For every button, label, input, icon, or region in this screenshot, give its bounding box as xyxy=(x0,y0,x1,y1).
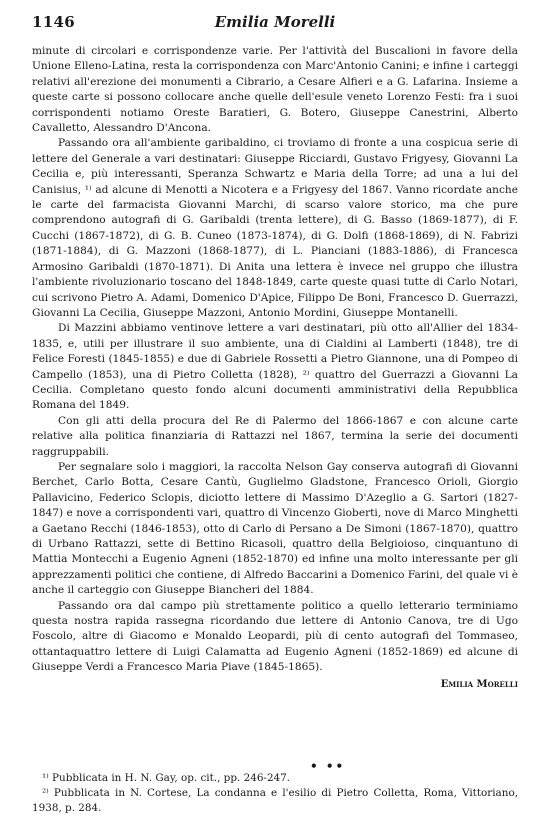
footnote: ²⁾ Pubblicata in N. Cortese, La condanna e l'esilio di Pietro Colletta, Roma, Vittoriano, 1938, p. 284. xyxy=(32,787,518,814)
footnotes xyxy=(32,771,518,816)
paragraph: Per segnalare solo i maggiori, la raccolta Nelson Gay conserva autografi di Giovanni Berchet, Carlo Botta, Cesare Cantù, Guglielmo Gladstone, Francesco Orioli, Giorgio Pallavicino, Federico Sclopis, diciotto lettere di Massimo D'Azeglio a G. Sartori (1827-1847) e nove a corrispondenti vari, quattro di Vincenzo Gioberti, nove di Marco Minghetti a Gaetano Recchi (1846-1853), otto di Carlo di Persano a De Simoni (1867-1870), quattro di Urbano Rattazzi, sette di Bettino Ricasoli, quattro della Belgioioso, cinquantuno di Mattia Montecchi a Eugenio Agneni (1852-1870) ed infine una molto interessante per gli apprezzamenti politici che contiene, di Alfredo Baccarini a Domenico Farini, del quale vi è anche il carteggio con Giuseppe Biancheri del 1884. xyxy=(32,460,518,597)
ornament: • •• xyxy=(310,759,346,773)
page-header xyxy=(32,13,518,35)
paragraph: Di Mazzini abbiamo ventinove lettere a vari destinatari, più otto all'Allier del 1834-1835, e, utili per illustrare il suo ambiente, una di Cialdini al Lamberti (1848), tre di Felice Foresti (1845-1855) e due di Gabriele Rossetti a Pietro Giannone, una di Pompeo di Campello (1853), una di Pietro Colletta (1828), ²⁾ quattro del Guerrazzi a Giovanni La Cecilia. Completano questo fondo alcuni documenti amministrativi della Repubblica Romana del 1849. xyxy=(32,322,518,412)
footnote: ¹⁾ Pubblicata in H. N. Gay, op. cit., pp. 246-247. xyxy=(42,772,291,784)
paragraph: Con gli atti della procura del Re di Palermo del 1866-1867 e con alcune carte relative alla politica finanziaria di Rattazzi nel 1867, termina la serie dei documenti raggruppabili. xyxy=(32,414,518,458)
author-signature: Emilia Morelli xyxy=(440,678,518,690)
paragraph: Passando ora all'ambiente garibaldino, ci troviamo di fronte a una cospicua serie di lettere del Generale a vari destinatari: Giuseppe Ricciardi, Gustavo Frigyesy, Giovanni La Cecilia e, più interessanti, Speranza Schwartz e Maria della Torre; ad una a lui del Canisius, ¹⁾ ad alcune di Menotti a Nicotera e a Frigyesy del 1867. Vanno ricordate anche le carte del farmacista Giovanni Marchi, di scarso valore storico, ma che pure comprendono autografi di G. Garibaldi (trenta lettere), di G. Basso (1869-1877), di F. Cucchi (1867-1872), di G. B. Cuneo (1873-1874), di G. Dolfi (1868-1869), di N. Fabrizi (1871-1884), di G. Mazzoni (1868-1877), di L. Pianciani (1883-1886), di Francesca Armosino Garibaldi (1870-1871). Di Anita una lettera è invece nel gruppo che illustra l'ambiente rivoluzionario toscano del 1848-1849, carte queste quasi tutte di Carlo Notari, cui scrivono Pietro A. Adami, Domenico D'Apice, Filippo De Boni, Francesco D. Guerrazzi, Giovanni La Cecilia, Giuseppe Mazzoni, Antonio Mordini, Giuseppe Montanelli. xyxy=(32,137,518,319)
paragraph: Passando ora dal campo più strettamente politico a quello letterario terminiamo questa nostra rapida rassegna ricordando due lettere di Antonio Canova, tre di Ugo Foscolo, altre di Giacomo e Monaldo Leopardi, più di cento autografi del Tommaseo, ottantaquattro lettere di Luigi Calamatta ad Eugenio Agneni (1852-1869) ed alcune di Giuseppe Verdi a Francesco Maria Piave (1845-1865). xyxy=(32,599,518,674)
page-number: 1146 xyxy=(32,13,75,31)
article-body xyxy=(32,44,518,692)
paragraph: minute di circolari e corrispondenze varie. Per l'attività del Buscalioni in favore della Unione Elleno-Latina, resta la corrispondenza con Marc'Antonio Canini; e infine i carteggi relativi all'erezione dei monumenti a Cibrario, a Cesare Alfieri e a G. Lafarina. Insieme a queste carte si possono collocare anche quelle dell'esule veneto Lorenzo Festi: fra i suoi corrispondenti notiamo Oreste Baratieri, G. Botero, Giuseppe Canestrini, Alberto Cavalletto, Alessandro D'Ancona. xyxy=(32,45,518,135)
running-title: Emilia Morelli xyxy=(214,13,336,31)
